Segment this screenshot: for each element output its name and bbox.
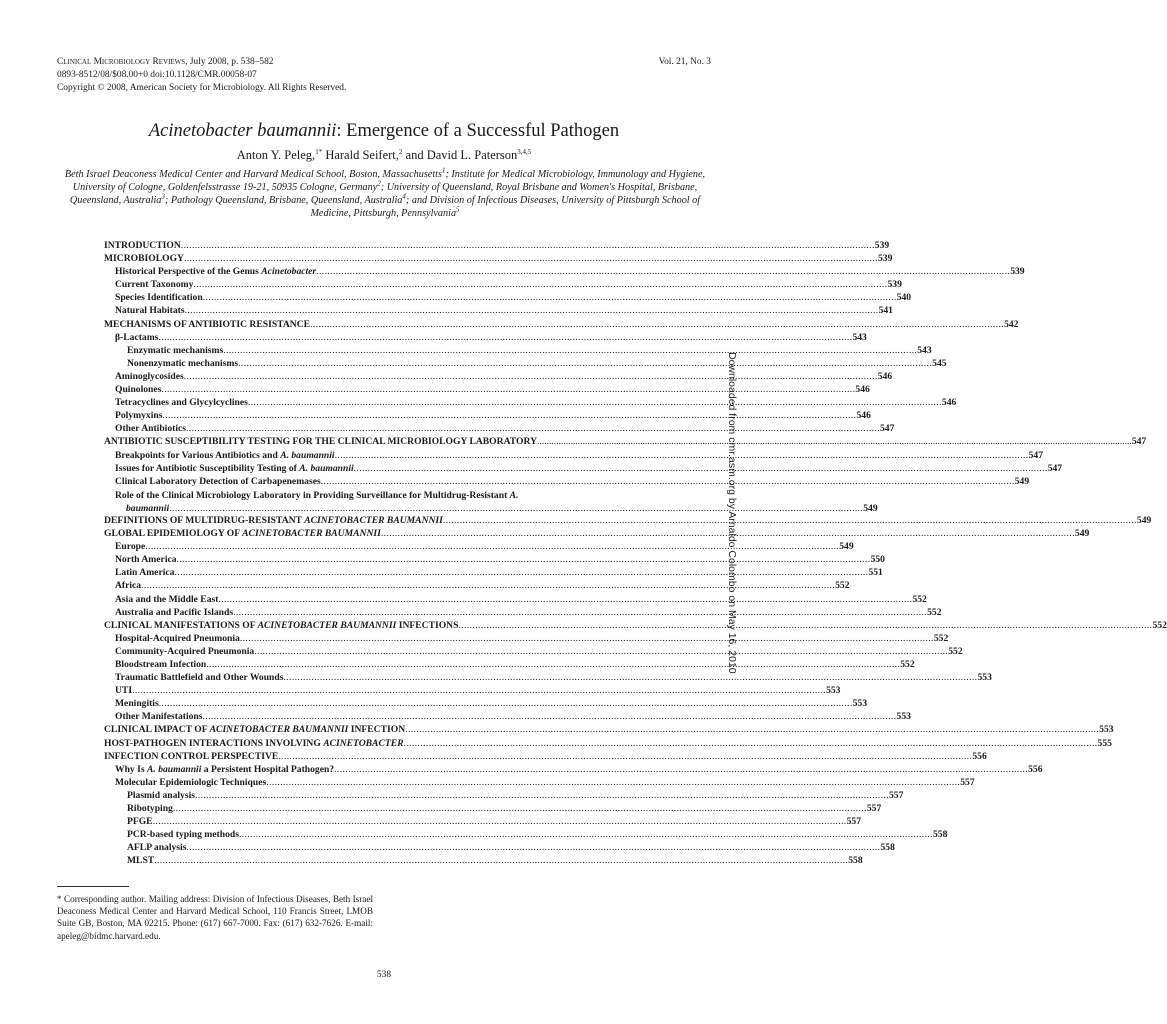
toc-entry[interactable] <box>104 489 878 515</box>
author-affiliation-mark: 1* <box>315 147 323 156</box>
toc-page-number: 546 <box>877 370 893 382</box>
toc-page-number: 552 <box>912 593 927 605</box>
toc-entry-title: CLINICAL IMPACT OF ACINETOBACTER BAUMANNII INFECTION <box>104 724 406 736</box>
toc-entry-title: Asia and the Middle East <box>115 593 219 605</box>
toc-page-number: 557 <box>846 816 861 828</box>
toc-entry-italic: ACINETOBACTER BAUMANNII <box>242 528 381 540</box>
toc-entry[interactable] <box>104 619 1167 633</box>
toc-entry-title: MECHANISMS OF ANTIBIOTIC RESISTANCE <box>104 318 311 330</box>
toc-leader-dots <box>537 436 1132 447</box>
toc-entry[interactable] <box>104 240 890 253</box>
toc-entry-title: Traumatic Battlefield and Other Wounds <box>115 672 284 684</box>
toc-entry-title: Bloodstream Infection <box>115 659 207 670</box>
toc-leader-dots <box>193 279 887 290</box>
author-3 <box>406 148 532 162</box>
toc-leader-dots <box>443 515 1137 526</box>
toc-entry-title: Tetracyclines and Glycylcyclines <box>115 397 248 409</box>
toc-leader-dots <box>206 659 900 670</box>
toc-entry-title: Polymyxins <box>115 410 163 422</box>
toc-leader-dots <box>153 816 847 827</box>
toc-entry[interactable] <box>104 423 895 436</box>
toc-page-number: 543 <box>852 331 867 343</box>
toc-leader-dots <box>159 698 853 709</box>
toc-page-number: 552 <box>1152 619 1167 631</box>
author-1 <box>237 148 322 162</box>
toc-entry[interactable] <box>104 685 841 698</box>
corresponding-author-footnote: * Corresponding author. Mailing address: Division of Infectious Diseases, Beth Israel Deaconess Medical Center and Harvard Medical School, 110 Francis Street, LMOB Suite GB, Boston, MA 02215. Phone: (617) 667-7000. Fax: (617) 632-7626. E-mail: apeleg@bidmc.harvard.edu. <box>57 894 373 941</box>
author-2 <box>325 148 402 162</box>
toc-page-number: 549 <box>1136 514 1152 526</box>
author-list <box>0 147 768 163</box>
toc-entry[interactable] <box>104 384 870 397</box>
toc-page-number: 558 <box>880 842 895 854</box>
toc-entry-italic: A. <box>509 489 519 501</box>
toc-page-number: 546 <box>855 384 870 396</box>
affiliation-text: ; University of Queensland, Royal Brisbane and Women's Hospital, Brisbane, Queensland, Australia <box>69 182 698 206</box>
toc-page-number: 555 <box>1097 737 1112 749</box>
toc-entry-title: Other Manifestations <box>115 711 203 723</box>
toc-entry[interactable] <box>104 855 863 868</box>
toc-leader-dots <box>132 685 826 696</box>
toc-page-number: 552 <box>835 580 850 592</box>
toc-page-number: 547 <box>1131 436 1147 448</box>
page-header <box>57 56 711 95</box>
toc-entry-title: AFLP analysis <box>127 842 187 854</box>
toc-entry-title: UTI <box>115 685 133 697</box>
toc-page-number: 549 <box>863 502 878 514</box>
toc-leader-dots <box>266 777 960 788</box>
toc-entry-title: Enzymatic mechanisms <box>127 344 224 356</box>
toc-page-number: 539 <box>877 253 893 265</box>
toc-page-number: 553 <box>977 672 992 684</box>
toc-page-number: 552 <box>900 659 915 670</box>
toc-page-number: 556 <box>1028 763 1043 775</box>
toc-entry-title: Other Antibiotics <box>115 423 186 435</box>
toc-entry-italic: A. baumannii <box>147 763 202 775</box>
toc-entry-title: Hospital-Acquired Pneumonia <box>115 632 240 644</box>
toc-entry[interactable] <box>104 789 904 803</box>
toc-leader-dots <box>405 724 1099 735</box>
toc-page-number: 558 <box>932 829 948 841</box>
toc-entry[interactable] <box>104 370 893 384</box>
toc-entry-title: PFGE <box>127 816 153 828</box>
toc-entry-title: North America <box>115 554 177 566</box>
toc-leader-dots <box>173 803 867 814</box>
toc-entry-italic: ACINETOBACTER BAUMANNII <box>257 619 397 631</box>
toc-page-number: 543 <box>917 344 932 356</box>
toc-entry[interactable] <box>104 672 992 685</box>
affiliation-text: ; Institute for Medical Microbiology, Immunology and Hygiene, University of Cologne, Goldenfelsstrasse 19-21, 50935 Cologne, Germany <box>72 169 706 193</box>
copyright-line: Copyright © 2008, American Society for Microbiology. All Rights Reserved. <box>57 83 347 93</box>
toc-entry[interactable] <box>104 514 1152 528</box>
toc-entry[interactable] <box>104 803 882 816</box>
toc-entry-title: Breakpoints for Various Antibiotics and A. baumannii <box>115 449 335 461</box>
author-name: Harald Seifert, <box>325 148 399 162</box>
toc-entry[interactable] <box>104 292 912 305</box>
toc-entry-title: Clinical Laboratory Detection of Carbapenemases <box>115 475 321 487</box>
toc-leader-dots <box>195 790 889 801</box>
toc-entry-title: Quinolones <box>115 384 162 396</box>
toc-entry[interactable] <box>104 266 1025 279</box>
toc-page-number: 546 <box>941 397 957 409</box>
issn-doi: 0893-8512/08/$08.00+0 doi:10.1128/CMR.00058-07 <box>57 70 257 80</box>
affiliation-mark: 3 <box>161 192 165 201</box>
toc-leader-dots <box>186 842 880 853</box>
toc-page-number: 557 <box>866 803 882 815</box>
toc-entry-title: GLOBAL EPIDEMIOLOGY OF ACINETOBACTER BAUMANNII <box>104 528 381 540</box>
toc-entry[interactable] <box>104 816 861 829</box>
toc-entry-title: Why Is A. baumannii a Persistent Hospital Pathogen? <box>115 763 335 775</box>
toc-entry-italic: A. baumannii <box>299 462 354 474</box>
toc-entry[interactable] <box>104 606 942 620</box>
toc-page-number: 551 <box>868 567 883 579</box>
toc-entry-title: Historical Perspective of the Genus Acinetobacter <box>115 266 317 278</box>
download-watermark: Downloaded from cmr.asm.org by Arnaldo Colombo on May 16, 2010 <box>726 352 738 674</box>
toc-entry-italic: ACINETOBACTER <box>323 737 404 749</box>
toc-entry-title: Australia and Pacific Islands <box>115 606 234 618</box>
journal-name: Clinical Microbiology Reviews <box>57 57 186 67</box>
toc-page-number: 552 <box>948 645 963 657</box>
toc-leader-dots <box>248 397 942 408</box>
toc-page-number: 557 <box>889 789 904 801</box>
toc-leader-dots <box>185 305 879 316</box>
toc-entry[interactable] <box>104 632 949 646</box>
toc-entry[interactable] <box>104 344 932 358</box>
toc-entry[interactable] <box>104 475 1030 489</box>
affiliation-mark: 1 <box>441 166 446 175</box>
toc-leader-dots <box>158 332 852 343</box>
toc-entry[interactable] <box>104 580 850 593</box>
toc-leader-dots <box>184 371 878 382</box>
toc-entry[interactable] <box>104 659 915 672</box>
toc-entry-title: Africa <box>115 580 142 592</box>
toc-entry[interactable] <box>104 763 1043 777</box>
toc-page-number: 549 <box>1014 475 1030 487</box>
toc-entry[interactable] <box>104 593 927 607</box>
toc-entry-title: Ribotyping <box>127 803 173 815</box>
affiliation-mark: 5 <box>456 205 460 214</box>
title-organism: Acinetobacter baumannii <box>148 121 337 141</box>
toc-entry-title: Natural Habitats <box>115 305 185 317</box>
toc-entry[interactable] <box>104 305 893 318</box>
toc-leader-dots <box>310 319 1004 330</box>
title-rest: : Emergence of a Successful Pathogen <box>336 121 620 141</box>
author-affiliation-mark: 2 <box>398 147 403 156</box>
toc-entry-title: PCR-based typing methods <box>127 829 239 841</box>
toc-leader-dots <box>283 672 977 683</box>
toc-page-number: 553 <box>1099 724 1114 736</box>
affiliation-text: ; and Division of Infectious Diseases, University of Pittsburgh School of Medicine, Pittsburgh, Pennsylvania <box>310 195 701 219</box>
toc-entry-wrap <box>115 489 878 515</box>
toc-leader-dots <box>240 633 934 644</box>
toc-entry[interactable] <box>104 829 948 842</box>
toc-entry[interactable] <box>104 449 1043 463</box>
toc-entry[interactable] <box>104 318 1019 332</box>
toc-page-number: 541 <box>878 305 893 317</box>
toc-entry[interactable] <box>104 737 1112 751</box>
toc-entry[interactable] <box>104 711 911 724</box>
toc-page-number: 552 <box>927 606 942 618</box>
toc-leader-dots <box>404 738 1098 749</box>
toc-entry-title: β-Lactams <box>115 331 159 343</box>
toc-entry[interactable] <box>104 645 963 659</box>
journal-citation <box>57 56 711 69</box>
toc-entry-title: Plasmid analysis <box>127 789 195 801</box>
toc-entry[interactable] <box>104 724 1114 737</box>
toc-page-number: 545 <box>932 357 947 369</box>
toc-entry-title: HOST-PATHOGEN INTERACTIONS INVOLVING ACINETOBACTER <box>104 737 404 749</box>
issue-info: , July 2008, p. 538–582 <box>185 57 274 67</box>
toc-leader-dots <box>354 463 1048 474</box>
toc-page-number: 540 <box>896 292 912 304</box>
toc-leader-dots <box>278 751 972 762</box>
toc-leader-dots <box>161 384 855 395</box>
toc-page-number: 539 <box>1010 266 1025 278</box>
toc-entry-title: Nonenzymatic mechanisms <box>127 357 239 369</box>
toc-entry-italic: baumannii <box>126 502 170 514</box>
toc-page-number: 546 <box>856 410 871 422</box>
toc-entry-continuation <box>115 502 878 515</box>
toc-page-number: 547 <box>880 423 895 435</box>
toc-page-number: 556 <box>972 750 987 762</box>
toc-entry[interactable] <box>104 541 854 554</box>
page-number: 538 <box>376 970 392 980</box>
toc-entry[interactable] <box>104 331 867 345</box>
toc-entry-italic: A. baumannii <box>280 449 335 461</box>
toc-leader-dots <box>154 855 848 866</box>
toc-page-number: 547 <box>1028 449 1043 461</box>
toc-leader-dots <box>223 345 917 356</box>
affiliation-mark: 2 <box>377 179 381 188</box>
toc-page-number: 557 <box>960 776 975 788</box>
affiliation-text: ; Pathology Queensland, Brisbane, Queensland, Australia <box>164 195 403 206</box>
toc-leader-dots <box>203 292 897 303</box>
toc-leader-dots <box>186 423 880 434</box>
toc-entry-title: ANTIBIOTIC SUSCEPTIBILITY TESTING FOR THE CLINICAL MICROBIOLOGY LABORATORY <box>104 436 537 448</box>
article-title <box>0 120 768 142</box>
toc-entry-title: Aminoglycosides <box>115 370 184 382</box>
toc-entry-title: DEFINITIONS OF MULTIDRUG-RESISTANT ACINETOBACTER BAUMANNII <box>104 514 443 526</box>
toc-page-number: 550 <box>870 554 885 566</box>
toc-entry-italic: ACINETOBACTER BAUMANNII <box>304 514 443 526</box>
toc-entry-title: Species Identification <box>115 292 203 304</box>
author-name: Anton Y. Peleg, <box>236 148 316 162</box>
toc-entry[interactable] <box>104 567 883 580</box>
toc-entry-title: INFECTION CONTROL PERSPECTIVE <box>104 750 279 762</box>
toc-leader-dots <box>184 253 878 264</box>
toc-entry[interactable] <box>104 776 975 790</box>
toc-entry[interactable] <box>104 554 885 567</box>
toc-page-number: 549 <box>1074 528 1090 540</box>
toc-entry-title: Community-Acquired Pneumonia <box>115 645 255 657</box>
toc-entry[interactable] <box>104 750 987 764</box>
toc-page-number: 552 <box>933 632 949 644</box>
author-name: and David L. Paterson <box>405 148 518 162</box>
toc-page-number: 542 <box>1004 318 1019 330</box>
toc-entry-title <box>126 502 169 515</box>
toc-leader-dots <box>174 567 868 578</box>
toc-entry[interactable] <box>104 842 895 855</box>
toc-leader-dots <box>169 502 863 515</box>
affiliations <box>60 168 710 220</box>
toc-leader-dots <box>181 240 875 251</box>
toc-leader-dots <box>316 266 1010 277</box>
affiliation-text: Beth Israel Deaconess Medical Center and Harvard Medical School, Boston, Massachusetts <box>64 169 442 180</box>
toc-page-number: 549 <box>839 541 854 553</box>
toc-leader-dots <box>233 607 927 618</box>
volume-number: Vol. 21, No. 3 <box>658 57 711 67</box>
footnote-divider <box>57 886 129 887</box>
toc-leader-dots <box>203 711 897 722</box>
toc-leader-dots <box>238 358 932 369</box>
toc-page-number: 553 <box>852 698 868 710</box>
toc-entry[interactable] <box>104 279 902 292</box>
toc-page-number: 539 <box>874 240 890 251</box>
toc-entry-title: MLST <box>127 855 155 867</box>
toc-entry-title: Role of the Clinical Microbiology Laboratory in Providing Surveillance for Multidrug-Resistant A. <box>115 489 519 501</box>
toc-entry-title: MICROBIOLOGY <box>104 253 184 265</box>
toc-leader-dots <box>321 476 1015 487</box>
toc-page-number: 553 <box>896 711 911 723</box>
toc-entry-title: Current Taxonomy <box>115 279 194 291</box>
toc-entry-italic: ACINETOBACTER BAUMANNII <box>209 724 349 736</box>
toc-entry[interactable] <box>104 436 1147 449</box>
toc-entry-title: CLINICAL MANIFESTATIONS OF ACINETOBACTER BAUMANNII INFECTIONS <box>104 619 459 631</box>
toc-leader-dots <box>239 829 933 840</box>
toc-leader-dots <box>458 620 1152 631</box>
toc-entry[interactable] <box>104 528 1090 541</box>
affiliation-mark: 4 <box>402 192 406 201</box>
toc-entry-title: INTRODUCTION <box>104 240 181 251</box>
toc-leader-dots <box>335 450 1029 461</box>
toc-entry-italic: Acinetobacter <box>261 266 317 278</box>
toc-leader-dots <box>177 554 871 565</box>
toc-entry-title: Europe <box>115 541 146 553</box>
toc-leader-dots <box>254 646 948 657</box>
toc-leader-dots <box>218 594 912 605</box>
toc-leader-dots <box>162 410 856 421</box>
toc-entry-title: Issues for Antibiotic Susceptibility Testing of A. baumannii <box>115 462 354 474</box>
toc-page-number: 553 <box>826 685 841 697</box>
toc-page-number: 547 <box>1047 462 1063 474</box>
toc-page-number: 539 <box>887 279 902 291</box>
toc-entry[interactable] <box>104 698 868 711</box>
toc-entry[interactable] <box>104 410 871 423</box>
toc-page-number: 558 <box>848 855 863 867</box>
author-affiliation-mark: 3,4,5 <box>517 147 532 156</box>
toc-leader-dots <box>334 764 1028 775</box>
toc-entry[interactable] <box>104 462 1063 476</box>
toc-entry-title: Molecular Epidemiologic Techniques <box>115 776 267 788</box>
toc-entry[interactable] <box>104 253 893 266</box>
toc-entry-title: Latin America <box>115 567 175 579</box>
toc-entry-title: Meningitis <box>115 698 159 710</box>
toc-entry[interactable] <box>104 397 957 410</box>
toc-entry[interactable] <box>104 357 947 371</box>
